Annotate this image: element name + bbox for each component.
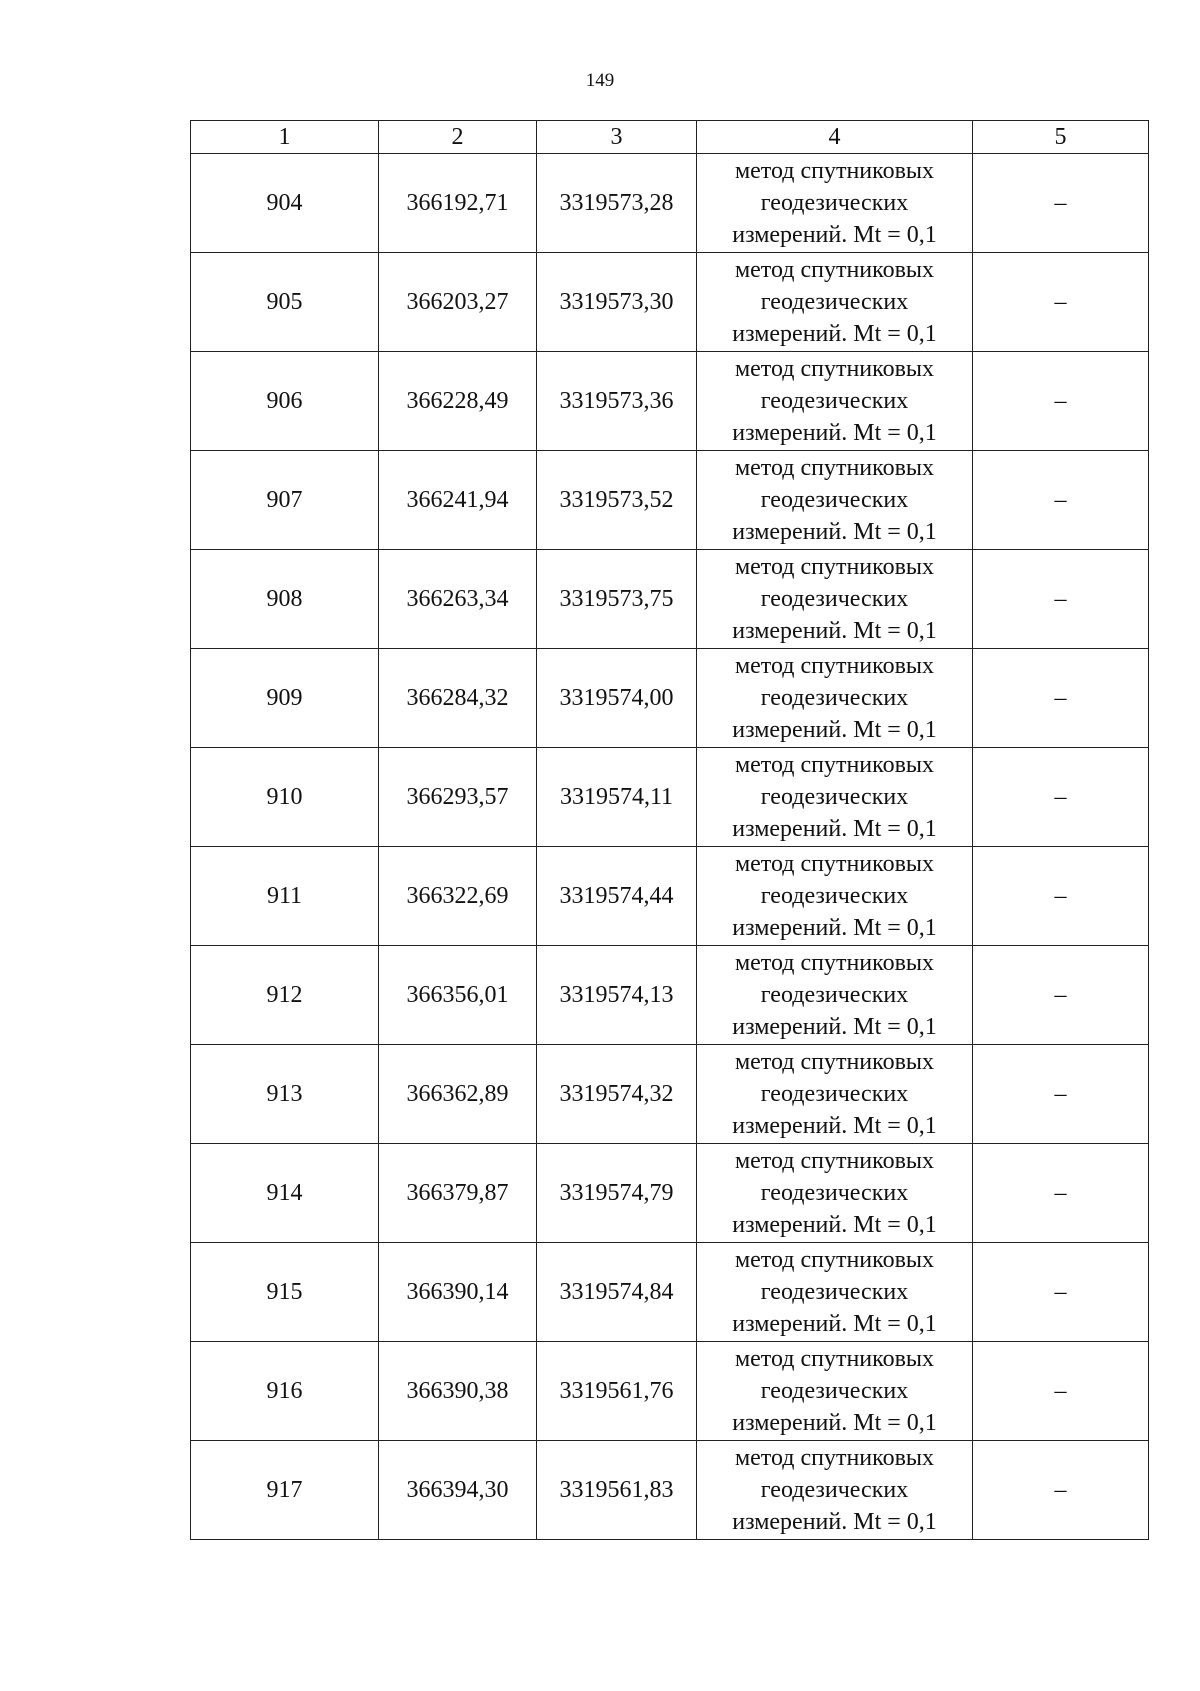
note-cell: – [973,352,1149,451]
method-line: метод спутниковых [734,257,935,283]
method-line: метод спутниковых [734,1049,935,1075]
method-line: метод спутниковых [734,950,935,976]
point-number-cell: 908 [191,550,379,649]
method-line: метод спутниковых [734,1445,935,1471]
method-line: геодезических [760,190,909,216]
table-row [191,649,1149,748]
method-cell [697,649,973,748]
point-number-cell: 911 [191,847,379,946]
method-cell [697,1342,973,1441]
y-coordinate-cell: 3319574,13 [537,946,697,1045]
y-coordinate-cell: 3319574,44 [537,847,697,946]
method-line: измерений. Mt = 0,1 [732,1113,937,1139]
method-cell [697,1045,973,1144]
point-number-cell: 910 [191,748,379,847]
method-line: измерений. Mt = 0,1 [732,519,937,545]
method-cell [697,748,973,847]
point-number-cell: 914 [191,1144,379,1243]
method-cell [697,154,973,253]
y-coordinate-cell: 3319561,76 [537,1342,697,1441]
table-row [191,748,1149,847]
point-number-cell: 912 [191,946,379,1045]
note-cell: – [973,847,1149,946]
table-row [191,451,1149,550]
table-row [191,1144,1149,1243]
method-line: геодезических [760,289,909,315]
method-line: метод спутниковых [734,158,935,184]
x-coordinate-cell: 366322,69 [379,847,537,946]
column-header-2: 2 [379,121,537,154]
method-line: геодезических [760,982,909,1008]
method-line: измерений. Mt = 0,1 [732,1212,937,1238]
y-coordinate-cell: 3319561,83 [537,1441,697,1540]
note-cell: – [973,1342,1149,1441]
point-number-cell: 905 [191,253,379,352]
column-header-5: 5 [973,121,1149,154]
method-line: метод спутниковых [734,851,935,877]
table-row [191,550,1149,649]
method-line: геодезических [760,784,909,810]
table-body [191,154,1149,1540]
x-coordinate-cell: 366241,94 [379,451,537,550]
method-line: геодезических [760,685,909,711]
method-line: измерений. Mt = 0,1 [732,816,937,842]
y-coordinate-cell: 3319573,75 [537,550,697,649]
method-line: измерений. Mt = 0,1 [732,222,937,248]
y-coordinate-cell: 3319573,36 [537,352,697,451]
method-line: измерений. Mt = 0,1 [732,1410,937,1436]
note-cell: – [973,1243,1149,1342]
note-cell: – [973,154,1149,253]
x-coordinate-cell: 366192,71 [379,154,537,253]
method-cell [697,253,973,352]
x-coordinate-cell: 366394,30 [379,1441,537,1540]
method-line: геодезических [760,1279,909,1305]
x-coordinate-cell: 366356,01 [379,946,537,1045]
method-line: геодезических [760,1081,909,1107]
method-line: измерений. Mt = 0,1 [732,915,937,941]
method-cell [697,550,973,649]
method-line: геодезических [760,586,909,612]
point-number-cell: 907 [191,451,379,550]
table-row [191,1045,1149,1144]
note-cell: – [973,649,1149,748]
coordinates-table [190,120,1149,1540]
method-line: метод спутниковых [734,752,935,778]
column-header-4: 4 [697,121,973,154]
method-line: измерений. Mt = 0,1 [732,1014,937,1040]
table-row [191,352,1149,451]
point-number-cell: 913 [191,1045,379,1144]
table-row [191,1342,1149,1441]
method-line: геодезических [760,388,909,414]
y-coordinate-cell: 3319574,79 [537,1144,697,1243]
method-line: метод спутниковых [734,455,935,481]
point-number-cell: 909 [191,649,379,748]
y-coordinate-cell: 3319573,30 [537,253,697,352]
table-row [191,1243,1149,1342]
method-line: метод спутниковых [734,554,935,580]
column-header-3: 3 [537,121,697,154]
method-line: метод спутниковых [734,356,935,382]
point-number-cell: 906 [191,352,379,451]
method-line: измерений. Mt = 0,1 [732,717,937,743]
x-coordinate-cell: 366284,32 [379,649,537,748]
y-coordinate-cell: 3319573,52 [537,451,697,550]
method-line: измерений. Mt = 0,1 [732,420,937,446]
x-coordinate-cell: 366203,27 [379,253,537,352]
method-cell [697,1243,973,1342]
method-line: геодезических [760,1477,909,1503]
x-coordinate-cell: 366362,89 [379,1045,537,1144]
method-line: геодезических [760,487,909,513]
method-line: измерений. Mt = 0,1 [732,618,937,644]
y-coordinate-cell: 3319574,11 [537,748,697,847]
method-line: геодезических [760,1180,909,1206]
x-coordinate-cell: 366263,34 [379,550,537,649]
x-coordinate-cell: 366390,38 [379,1342,537,1441]
y-coordinate-cell: 3319574,00 [537,649,697,748]
y-coordinate-cell: 3319574,32 [537,1045,697,1144]
note-cell: – [973,1045,1149,1144]
y-coordinate-cell: 3319573,28 [537,154,697,253]
method-cell [697,847,973,946]
method-cell [697,1441,973,1540]
method-cell [697,946,973,1045]
method-line: метод спутниковых [734,1148,935,1174]
note-cell: – [973,1441,1149,1540]
note-cell: – [973,946,1149,1045]
y-coordinate-cell: 3319574,84 [537,1243,697,1342]
method-cell [697,352,973,451]
page-number: 149 [585,70,615,91]
method-cell [697,1144,973,1243]
method-line: метод спутниковых [734,653,935,679]
method-line: геодезических [760,1378,909,1404]
point-number-cell: 915 [191,1243,379,1342]
note-cell: – [973,253,1149,352]
method-line: измерений. Mt = 0,1 [732,1509,937,1535]
point-number-cell: 904 [191,154,379,253]
method-line: измерений. Mt = 0,1 [732,1311,937,1337]
note-cell: – [973,550,1149,649]
column-header-1: 1 [191,121,379,154]
method-line: метод спутниковых [734,1247,935,1273]
x-coordinate-cell: 366228,49 [379,352,537,451]
table-header-row [191,121,1149,154]
method-line: измерений. Mt = 0,1 [732,321,937,347]
point-number-cell: 917 [191,1441,379,1540]
table-row [191,847,1149,946]
table-row [191,154,1149,253]
x-coordinate-cell: 366390,14 [379,1243,537,1342]
method-line: метод спутниковых [734,1346,935,1372]
note-cell: – [973,1144,1149,1243]
table-row [191,1441,1149,1540]
point-number-cell: 916 [191,1342,379,1441]
method-line: геодезических [760,883,909,909]
note-cell: – [973,748,1149,847]
method-cell [697,451,973,550]
table-row [191,946,1149,1045]
note-cell: – [973,451,1149,550]
x-coordinate-cell: 366293,57 [379,748,537,847]
x-coordinate-cell: 366379,87 [379,1144,537,1243]
table-row [191,253,1149,352]
